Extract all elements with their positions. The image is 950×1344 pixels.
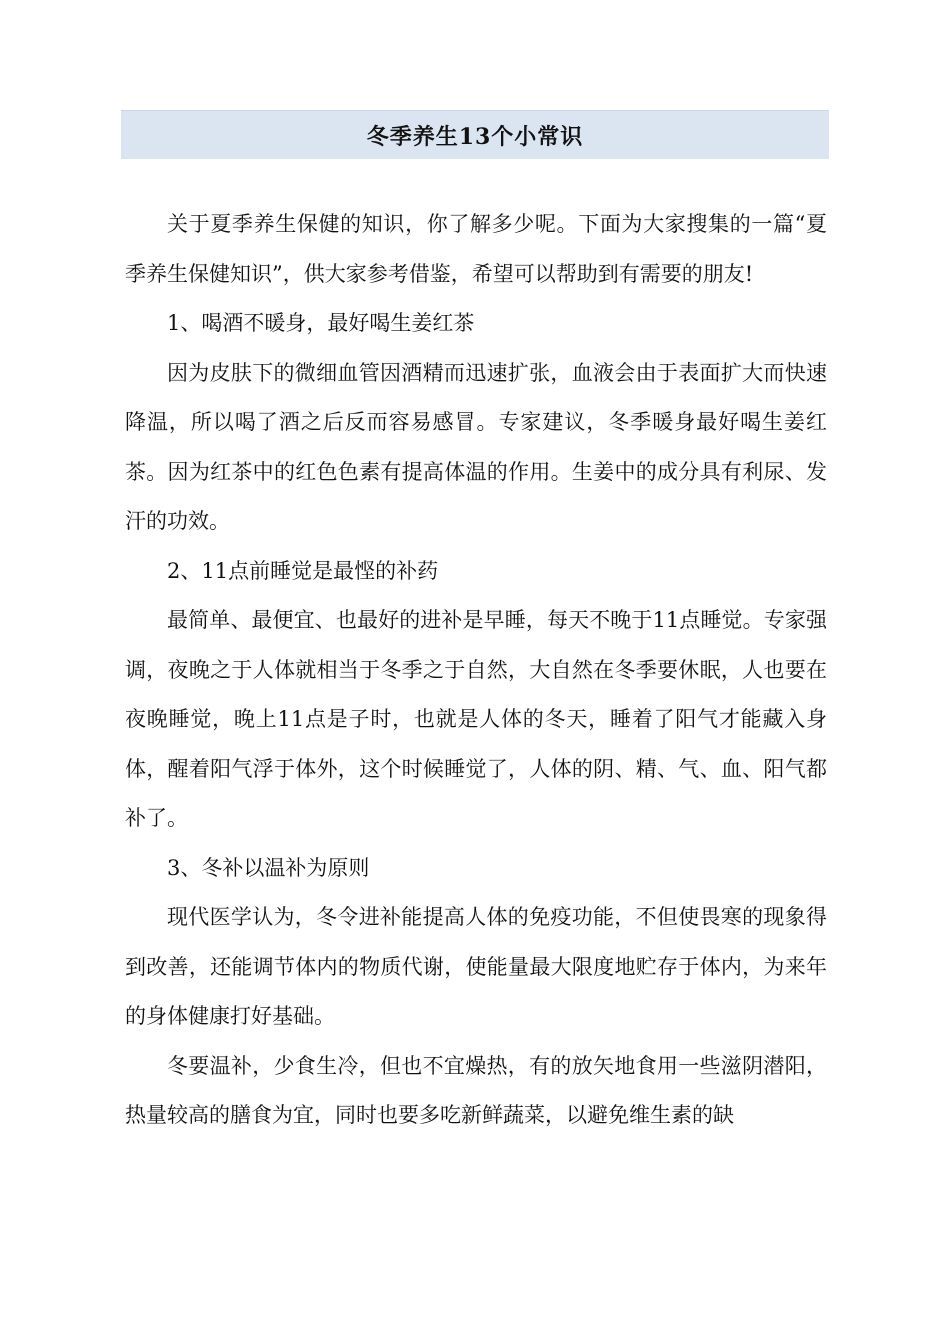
document-body [125,200,827,1141]
document-title: 冬季养生13个小常识 [366,123,584,150]
section-heading-3: 3、冬补以温补为原则 [167,855,370,880]
section-1-paragraph: 因为皮肤下的微细血管因酒精而迅速扩张，血液会由于表面扩大而快速降温，所以喝了酒之后反而容易感冒。专家建议，冬季暖身最好喝生姜红茶。因为红茶中的红色色素有提高体温的作用。生姜中的成分具有利尿、发汗的功效。 [125,360,827,533]
section-3-paragraph-2: 冬要温补，少食生冷，但也不宜燥热，有的放矢地食用一些滋阴潜阳，热量较高的膳食为宜，同时也要多吃新鲜蔬菜，以避免维生素的缺 [125,1053,827,1127]
section-2-paragraph: 最简单、最便宜、也最好的进补是早睡，每天不晚于11点睡觉。专家强调，夜晚之于人体就相当于冬季之于自然，大自然在冬季要休眠，人也要在夜晚睡觉，晚上11点是子时，也就是人体的冬天，睡着了阳气才能藏入身体，醒着阳气浮于体外，这个时候睡觉了，人体的阴、精、气、血、阳气都补了。 [125,608,827,830]
section-3-paragraph-1: 现代医学认为，冬令进补能提高人体的免疫功能，不但使畏寒的现象得到改善，还能调节体内的物质代谢，使能量最大限度地贮存于体内，为来年的身体健康打好基础。 [125,905,827,1028]
intro-paragraph: 关于夏季养生保健的知识，你了解多少呢。下面为大家搜集的一篇“夏季养生保健知识”，供大家参考借鉴，希望可以帮助到有需要的朋友! [125,212,827,286]
section-heading-2: 2、11点前睡觉是最悭的补药 [167,558,439,583]
section-heading-1: 1、喝酒不暖身，最好喝生姜红茶 [167,311,475,335]
title-banner [121,110,829,159]
